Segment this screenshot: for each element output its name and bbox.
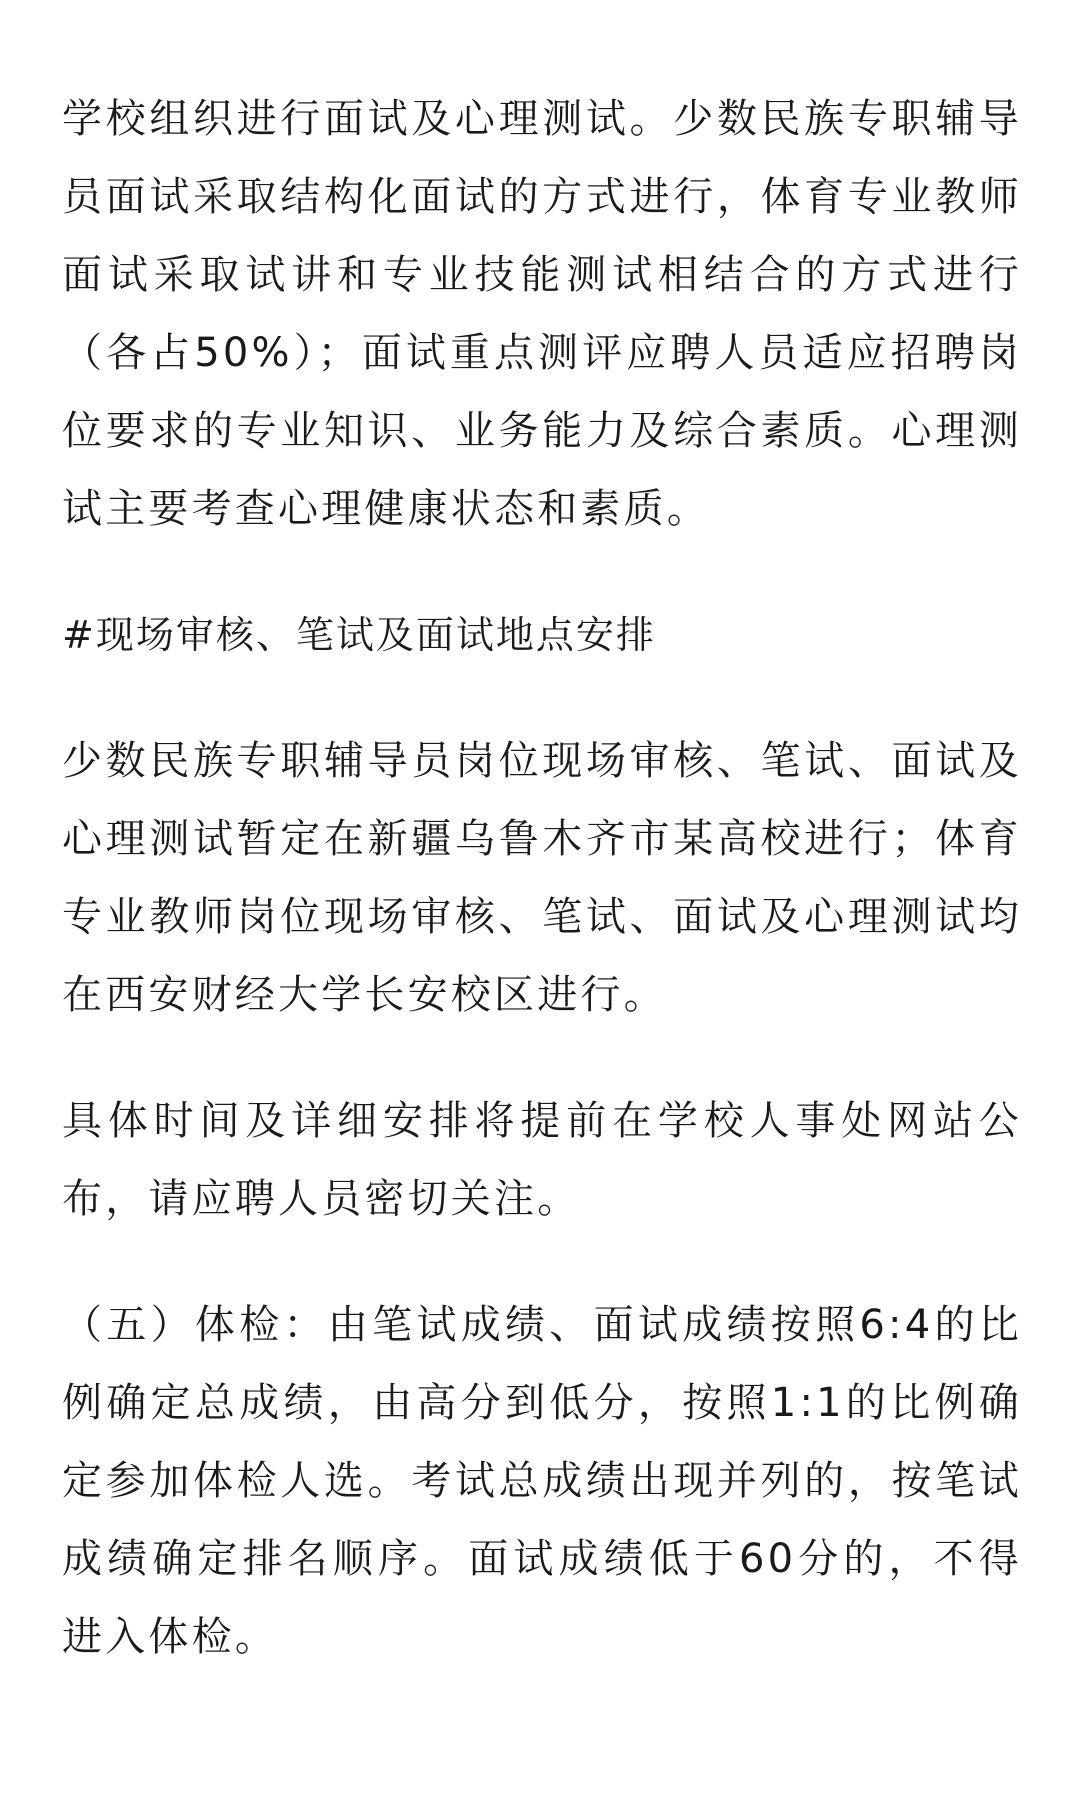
section-heading-location: #现场审核、笔试及面试地点安排 [62,613,656,657]
paragraph-interview: 学校组织进行面试及心理测试。少数民族专职辅导员面试采取结构化面试的方式进行，体育专业教师面试采取试讲和专业技能测试相结合的方式进行（各占50%）；面试重点测评应聘人员适应招聘岗位要求的专业知识、业务能力及综合素质。心理测试主要考查心理健康状态和素质。 [62,96,1022,532]
paragraph-schedule-notice: 具体时间及详细安排将提前在学校人事处网站公布，请应聘人员密切关注。 [62,1098,1022,1222]
paragraph-physical-exam: （五）体检：由笔试成绩、面试成绩按照6:4的比例确定总成绩，由高分到低分，按照1:1的比例确定参加体检人选。考试总成绩出现并列的，按笔试成绩确定排名顺序。面试成绩低于60分的，不得进入体检。 [62,1302,1022,1660]
paragraph-location: 少数民族专职辅导员岗位现场审核、笔试、面试及心理测试暂定在新疆乌鲁木齐市某高校进行；体育专业教师岗位现场审核、笔试、面试及心理测试均在西安财经大学长安校区进行。 [62,738,1022,1018]
article-body [62,80,1022,1724]
